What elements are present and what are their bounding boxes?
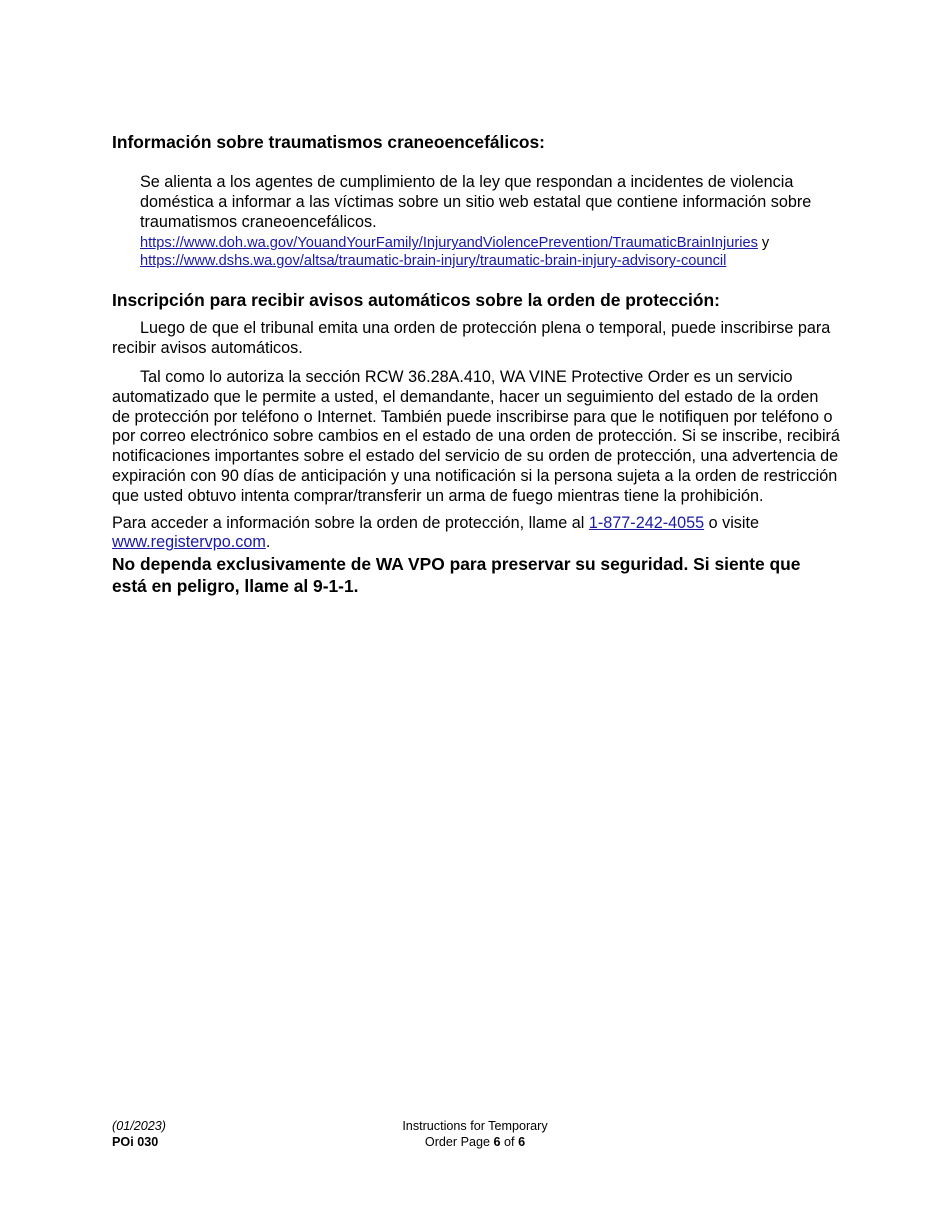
notify-paragraph-2: Tal como lo autoriza la sección RCW 36.28A.410, WA VINE Protective Order es un servicio automatizado que le permite a usted, el demandante, hacer un seguimiento del estado de la orden de protección por teléfono o Internet. También puede inscribirse para que le notifiquen por teléfono o por correo electrónico sobre cambios en el estado de una orden de protección. Si se inscribe, recibirá notificaciones importantes sobre el estado del servicio de su orden de protección, una advertencia de expiración con 90 días de anticipación y una notificación si la persona sujeta a la orden de restricción que usted obtuvo intenta comprar/transferir un arma de fuego mientras tiene la prohibición. bbox=[112, 367, 840, 505]
page-prefix: Order Page bbox=[424, 1135, 494, 1149]
dshs-tbi-link[interactable]: https://www.dshs.wa.gov/altsa/traumatic-brain-injury/traumatic-brain-injury-advisory-council bbox=[140, 253, 727, 270]
form-date: (01/2023) bbox=[112, 1119, 166, 1133]
link-joiner: y bbox=[757, 235, 770, 252]
access-prefix: Para acceder a información sobre la orden de protección, llame al bbox=[112, 513, 589, 532]
safety-warning: No dependa exclusivamente de WA VPO para preservar su seguridad. Si siente que está en peligro, llame al 9-1-1. bbox=[112, 554, 801, 597]
page-of: of bbox=[500, 1135, 519, 1149]
footer-title: Instructions for Temporary bbox=[402, 1119, 548, 1133]
tbi-paragraph: Se alienta a los agentes de cumplimiento de la ley que respondan a incidentes de violencia doméstica a informar a las víctimas sobre un sitio web estatal que contiene información sobre traumatismos craneoencefálicos. bbox=[140, 173, 812, 231]
page-content bbox=[112, 131, 840, 597]
form-code: POi 030 bbox=[112, 1135, 159, 1149]
tbi-heading: Información sobre traumatismos craneoencefálicos: bbox=[112, 132, 545, 152]
access-middle: o visite bbox=[704, 513, 759, 532]
access-suffix: . bbox=[265, 533, 271, 552]
footer-left bbox=[112, 1118, 166, 1150]
page-total: 6 bbox=[518, 1135, 526, 1149]
footer-center bbox=[345, 1118, 605, 1150]
doh-tbi-link[interactable]: https://www.doh.wa.gov/YouandYourFamily/InjuryandViolencePrevention/TraumaticBrainInjuries bbox=[140, 235, 758, 252]
tbi-block bbox=[140, 173, 840, 270]
page-current: 6 bbox=[493, 1135, 501, 1149]
registervpo-link[interactable]: www.registervpo.com bbox=[112, 533, 266, 552]
notify-heading: Inscripción para recibir avisos automáticos sobre la orden de protección: bbox=[112, 290, 720, 311]
tbi-link-line-1 bbox=[140, 234, 840, 252]
page-number-line bbox=[345, 1134, 605, 1150]
access-info-line bbox=[112, 514, 840, 554]
phone-link[interactable]: 1-877-242-4055 bbox=[588, 513, 705, 532]
tbi-link-line-2 bbox=[140, 252, 840, 270]
notify-paragraph-1: Luego de que el tribunal emita una orden de protección plena o temporal, puede inscribirse para recibir avisos automáticos. bbox=[112, 319, 831, 358]
